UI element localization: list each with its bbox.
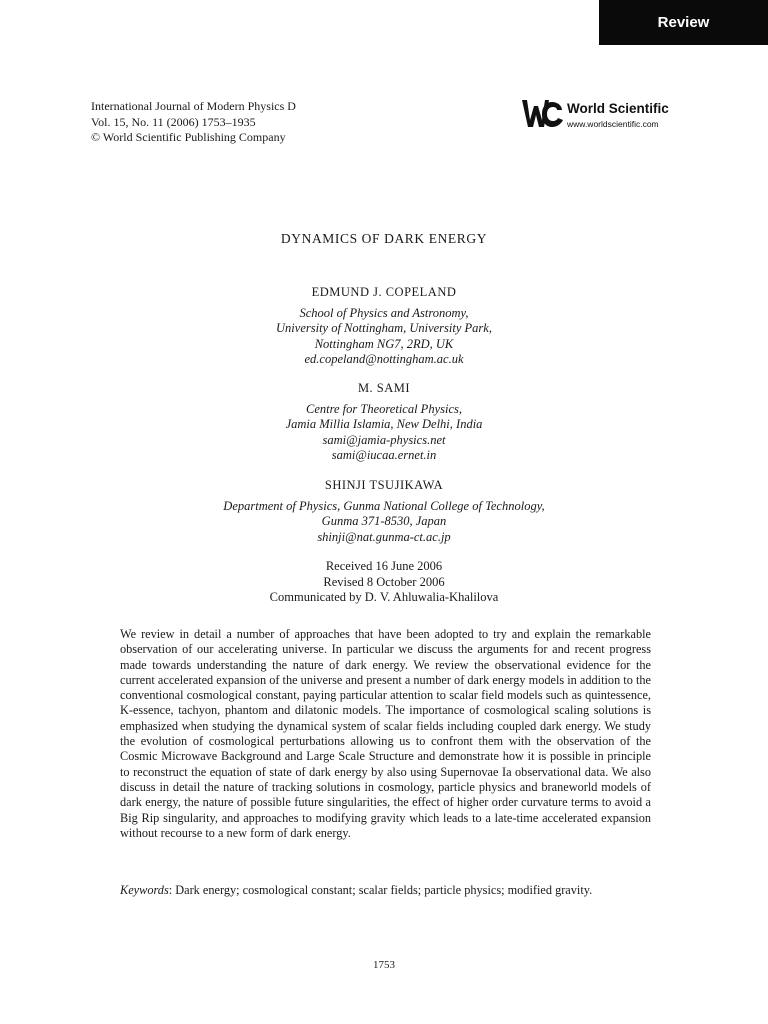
journal-name: International Journal of Modern Physics D (91, 99, 296, 113)
author-affiliation: Jamia Millia Islamia, New Delhi, India (285, 417, 483, 431)
journal-volume: Vol. 15, No. 11 (2006) 1753–1935 (91, 114, 256, 129)
author-email: sami@jamia-physics.net (322, 432, 446, 447)
author-affiliation: University of Nottingham, University Park, (276, 321, 492, 335)
communicated-by: Communicated by D. V. Ahluwalia-Khalilova (269, 590, 499, 604)
author-name: M. SAMI (357, 381, 411, 395)
author-affiliation: Gunma 371-8530, Japan (321, 514, 447, 528)
journal-citation (91, 99, 296, 146)
publisher-logo (521, 96, 686, 130)
author-block-2 (0, 381, 768, 464)
keywords (120, 883, 651, 898)
author-name: SHINJI TSUJIKAWA (324, 478, 444, 492)
author-email: sami@iucaa.ernet.in (331, 448, 437, 462)
publisher-name: World Scientific (567, 101, 669, 116)
revised-date: Revised 8 October 2006 (323, 574, 445, 589)
submission-dates (0, 559, 768, 606)
journal-copyright: © World Scientific Publishing Company (91, 130, 286, 144)
author-affiliation: Nottingham NG7, 2RD, UK (314, 336, 454, 351)
author-name: EDMUND J. COPELAND (311, 285, 457, 299)
page-number: 1753 (373, 959, 395, 971)
keywords-text: : Dark energy; cosmological constant; scalar fields; particle physics; modified gravity. (168, 883, 593, 897)
author-block-1 (0, 285, 768, 368)
publisher-url: www.worldscientific.com (567, 119, 659, 129)
keywords-label: Keywords (120, 883, 169, 897)
author-email: ed.copeland@nottingham.ac.uk (304, 352, 464, 366)
author-block-3 (0, 478, 768, 545)
review-badge: Review (599, 0, 768, 45)
author-affiliation: School of Physics and Astronomy, (299, 305, 469, 320)
paper-title: DYNAMICS OF DARK ENERGY (280, 231, 488, 246)
author-email: shinji@nat.gunma-ct.ac.jp (317, 529, 451, 544)
world-scientific-logo-icon (521, 96, 565, 130)
author-affiliation: Department of Physics, Gunma National College of Technology, (223, 498, 545, 513)
received-date: Received 16 June 2006 (325, 559, 443, 573)
abstract: We review in detail a number of approaches that have been adopted to try and explain the remarkable observation of our accelerating universe. In particular we discuss the arguments for and recent progress made towards understanding the nature of dark energy. We review the observational evidence for the current accelerated expansion of the universe and present a number of dark energy models in addition to the conventional cosmological constant, paying particular attention to scalar field models such as quintessence, K-essence, tachyon, phantom and dilatonic models. The importance of cosmological scaling solutions is emphasized when studying the dynamical system of scalar fields including coupled dark energy. We study the evolution of cosmological perturbations allowing us to confront them with the observation of the Cosmic Microwave Background and Large Scale Structure and demonstrate how it is possible in principle to reconstruct the equation of state of dark energy by also using Supernovae Ia observational data. We also discuss in detail the nature of tracking solutions in cosmology, particle physics and braneworld models of dark energy, the nature of possible future singularities, the effect of higher order curvature terms to avoid a Big Rip singularity, and approaches to modifying gravity which leads to a late-time accelerated expansion without recourse to a new form of dark energy. (120, 627, 651, 840)
author-affiliation: Centre for Theoretical Physics, (306, 401, 462, 416)
